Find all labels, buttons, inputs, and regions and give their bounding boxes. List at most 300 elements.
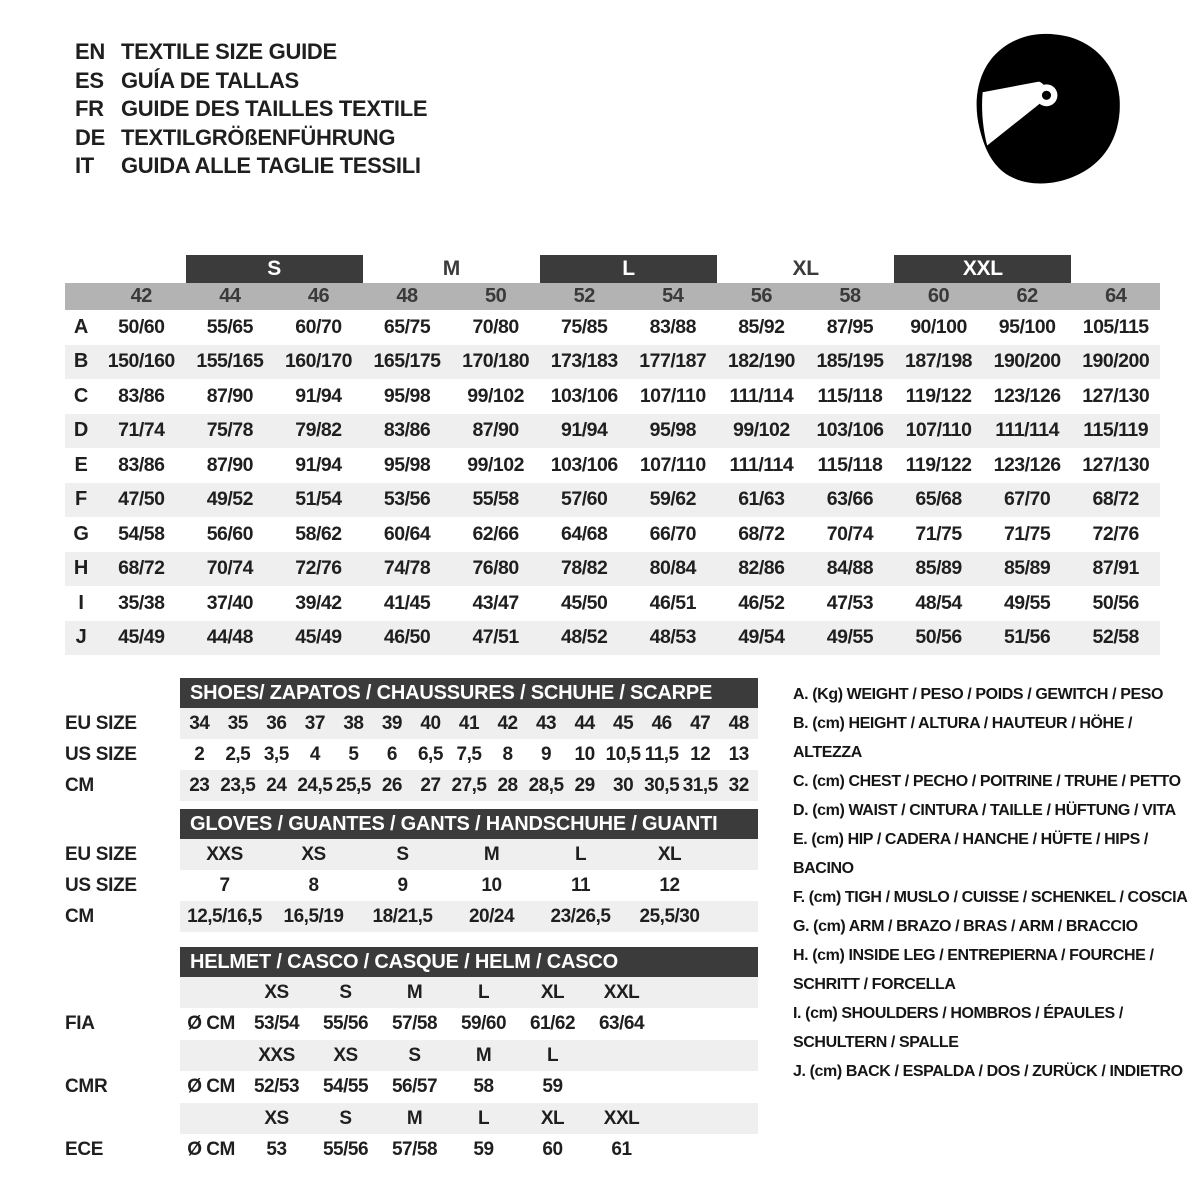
- row-label: A: [73, 315, 89, 338]
- size-cell: 115/118: [817, 453, 883, 476]
- size-cell: 71/75: [915, 522, 962, 545]
- size-cell: 61/63: [738, 488, 785, 511]
- legend-item: J. (cm) BACK / ESPALDA / DOS / ZURÜCK / INDIETRO: [793, 1063, 1183, 1080]
- helmet-size-cell: XXL: [603, 981, 640, 1003]
- shoe-size-cell: 9: [541, 743, 552, 765]
- size-column-header: 60: [927, 285, 950, 307]
- size-cell: 55/65: [206, 315, 254, 338]
- language-row: [75, 38, 427, 67]
- size-cell: 53/56: [383, 488, 431, 511]
- size-cell: 49/55: [826, 626, 874, 649]
- helmet-size-cell: 55/56: [322, 1013, 369, 1034]
- size-cell: 80/84: [649, 557, 696, 580]
- shoe-size-cell: 30,5: [644, 774, 680, 796]
- helmet-size-cell: XXS: [258, 1044, 295, 1066]
- size-cell: 123/126: [993, 453, 1061, 476]
- size-cell: 103/106: [550, 453, 618, 476]
- shoe-size-cell: 41: [458, 712, 480, 734]
- legend-item: I. (cm) SHOULDERS / HOMBROS / ÉPAULES / SCHULTERN / SPALLE: [793, 1005, 1123, 1051]
- size-cell: 47/50: [118, 488, 165, 511]
- size-cell: 83/88: [649, 315, 696, 338]
- size-cell: 155/165: [196, 350, 264, 373]
- size-cell: 49/52: [206, 488, 254, 511]
- size-row-e: [65, 448, 1160, 483]
- shoe-size-cell: 27: [420, 774, 441, 796]
- size-cell: 173/183: [550, 350, 618, 373]
- shoes-eu-values: [180, 708, 758, 739]
- accessory-tables: [65, 678, 758, 1166]
- size-cell: 83/86: [118, 384, 165, 407]
- helmet-ece-sizes: [180, 1103, 758, 1134]
- language-code: DE: [75, 124, 105, 150]
- size-cell: 83/86: [118, 453, 165, 476]
- shoe-size-cell: 25,5: [335, 774, 371, 796]
- diameter-unit: Ø CM: [187, 1013, 235, 1034]
- shoe-size-cell: 32: [728, 774, 749, 796]
- shoe-size-cell: 12: [690, 743, 711, 765]
- helmet-size-cell: XL: [540, 1107, 565, 1129]
- size-cell: 75/78: [206, 419, 254, 442]
- legend-item: G. (cm) ARM / BRAZO / BRAS / ARM / BRACCIO: [793, 918, 1138, 935]
- helmet-size-cell: 55/56: [322, 1139, 369, 1160]
- size-cell: 190/200: [1082, 350, 1150, 373]
- size-cell: 78/82: [561, 557, 608, 580]
- helmet-size-cell: 53: [266, 1139, 287, 1160]
- size-cell: 95/98: [383, 453, 431, 476]
- size-cell: 50/56: [1092, 591, 1139, 614]
- size-cell: 65/75: [383, 315, 431, 338]
- size-row-g: [65, 517, 1160, 552]
- row-label: J: [75, 626, 87, 649]
- glove-size-cell: 7: [219, 874, 230, 896]
- shoe-size-cell: 7,5: [456, 743, 482, 765]
- size-column-header: 54: [662, 285, 684, 307]
- size-cell: 99/102: [467, 384, 524, 407]
- size-cell: 70/74: [826, 522, 874, 545]
- glove-size-cell: 9: [397, 874, 408, 896]
- shoe-size-cell: 43: [535, 712, 557, 734]
- size-cell: 75/85: [561, 315, 608, 338]
- size-cell: 66/70: [649, 522, 696, 545]
- size-row-c: [65, 379, 1160, 414]
- size-cell: 44/48: [206, 626, 254, 649]
- size-row-f: [65, 483, 1160, 518]
- size-group-header: [65, 255, 1160, 283]
- size-cell: 68/72: [1092, 488, 1139, 511]
- shoe-size-cell: 28: [497, 774, 518, 796]
- size-cell: 177/187: [639, 350, 707, 373]
- glove-size-cell: 8: [308, 874, 319, 896]
- size-cell: 103/106: [550, 384, 618, 407]
- unit-spacer: [180, 977, 242, 1008]
- legend-item: A. (Kg) WEIGHT / PESO / POIDS / GEWITCH / PESO: [793, 686, 1164, 703]
- helmet-size-cell: 54/55: [322, 1076, 369, 1097]
- size-cell: 82/86: [738, 557, 785, 580]
- helmet-size-cell: 59: [473, 1139, 494, 1160]
- helmet-size-cell: 52/53: [253, 1076, 300, 1097]
- gloves-eu-values: [180, 839, 758, 870]
- helmet-size-cell: 59/60: [460, 1013, 507, 1034]
- size-cell: 48/52: [561, 626, 608, 649]
- glove-size-cell: M: [483, 843, 500, 865]
- size-cell: 72/76: [1092, 522, 1139, 545]
- helmet-cmr-values-row: [65, 1071, 758, 1103]
- size-cell: 111/114: [729, 384, 794, 407]
- page-title: GUIDE DES TAILLES TEXTILE: [121, 96, 428, 121]
- shoes-cm-row: [65, 770, 758, 801]
- row-label: I: [78, 591, 84, 614]
- size-column-header: 46: [307, 285, 330, 307]
- shoe-size-cell: 26: [381, 774, 402, 796]
- language-row: [75, 95, 427, 124]
- measurement-legend: [793, 680, 1197, 1086]
- row-label: H: [73, 557, 89, 580]
- helmet-size-cell: 53/54: [253, 1013, 300, 1034]
- gloves-cm-values: [180, 901, 758, 932]
- size-cell: 49/54: [738, 626, 785, 649]
- shoe-size-cell: 6: [386, 743, 397, 765]
- glove-size-cell: XXS: [206, 843, 243, 865]
- size-cell: 115/118: [817, 384, 883, 407]
- helmet-size-cell: 58: [473, 1076, 494, 1097]
- size-cell: 48/53: [649, 626, 696, 649]
- size-cell: 111/114: [995, 419, 1059, 442]
- page-title: TEXTILGRÖßENFÜHRUNG: [121, 124, 396, 150]
- corner-spacer: [65, 283, 97, 310]
- language-row: [75, 67, 427, 96]
- glove-size-cell: 10: [481, 874, 502, 896]
- helmet-fia-sizes-row: [65, 977, 758, 1008]
- shoe-size-cell: 23,5: [220, 774, 256, 796]
- row-label: E: [74, 453, 88, 476]
- legend-item: E. (cm) HIP / CADERA / HANCHE / HÜFTE / HIPS / BACINO: [793, 831, 1148, 877]
- size-cell: 46/51: [649, 591, 696, 614]
- size-cell: 47/51: [472, 626, 519, 649]
- size-cell: 105/115: [1082, 315, 1149, 338]
- size-group-l: L: [540, 255, 717, 283]
- language-row: [75, 124, 427, 153]
- size-cell: 43/47: [472, 591, 519, 614]
- shoes-us-values: [180, 739, 758, 770]
- helmet-fia-values: [180, 1008, 758, 1040]
- diameter-unit: Ø CM: [187, 1076, 235, 1097]
- helmet-fia-values-row: [65, 1008, 758, 1040]
- size-column-header: 64: [1105, 285, 1127, 307]
- size-cell: 160/170: [284, 350, 352, 373]
- size-cell: 46/52: [738, 591, 785, 614]
- glove-size-cell: XL: [657, 843, 682, 865]
- size-cell: 95/100: [998, 315, 1056, 338]
- row-label: CM: [65, 774, 94, 796]
- legend-item: C. (cm) CHEST / PECHO / POITRINE / TRUHE / PETTO: [793, 773, 1181, 790]
- glove-size-cell: 11: [570, 874, 591, 896]
- size-column-header: 48: [396, 285, 418, 307]
- standard-label: FIA: [65, 1013, 95, 1034]
- language-title-list: [75, 38, 427, 181]
- size-cell: 95/98: [383, 384, 431, 407]
- size-cell: 127/130: [1082, 453, 1150, 476]
- size-cell: 79/82: [295, 419, 342, 442]
- size-cell: 51/54: [295, 488, 342, 511]
- glove-size-cell: 16,5/19: [283, 905, 344, 927]
- size-group-xl: XL: [792, 257, 819, 280]
- size-cell: 65/68: [915, 488, 962, 511]
- helmet-size-cell: L: [546, 1044, 559, 1066]
- size-column-header: 42: [130, 285, 152, 307]
- size-cell: 47/53: [826, 591, 874, 614]
- size-cell: 70/74: [206, 557, 254, 580]
- size-row-h: [65, 552, 1160, 587]
- helmet-table: [65, 947, 758, 1166]
- racing-helmet-icon: [972, 28, 1124, 196]
- shoe-size-cell: 4: [309, 743, 320, 765]
- size-cell: 48/54: [915, 591, 962, 614]
- size-cell: 71/75: [1003, 522, 1051, 545]
- gloves-table: [65, 809, 758, 932]
- shoe-size-cell: 46: [651, 712, 672, 734]
- helmet-size-cell: XXL: [603, 1107, 640, 1129]
- size-column-header: 44: [219, 285, 241, 307]
- size-cell: 67/70: [1003, 488, 1051, 511]
- shoe-size-cell: 31,5: [682, 774, 718, 796]
- language-code: IT: [75, 153, 94, 178]
- shoe-size-cell: 13: [728, 743, 749, 765]
- shoe-size-cell: 28,5: [528, 774, 564, 796]
- helmet-size-cell: S: [339, 1107, 352, 1129]
- helmet-size-cell: 61/62: [529, 1013, 576, 1034]
- shoe-size-cell: 10: [574, 743, 595, 765]
- shoe-size-cell: 39: [381, 712, 402, 734]
- gloves-cm-row: [65, 901, 758, 932]
- size-group-m: M: [442, 257, 460, 280]
- row-label: [65, 1040, 180, 1071]
- language-row: [75, 152, 427, 181]
- glove-size-cell: L: [574, 843, 587, 865]
- size-cell: 187/198: [905, 350, 973, 373]
- helmet-cmr-sizes-row: [65, 1040, 758, 1071]
- size-cell: 83/86: [383, 419, 431, 442]
- helmet-size-cell: L: [477, 1107, 490, 1129]
- size-cell: 57/60: [561, 488, 608, 511]
- size-cell: 68/72: [738, 522, 785, 545]
- size-cell: 91/94: [295, 453, 342, 476]
- size-cell: 170/180: [462, 350, 530, 373]
- helmet-cmr-sizes: [180, 1040, 758, 1071]
- language-code: EN: [75, 39, 105, 64]
- size-cell: 185/195: [816, 350, 884, 373]
- legend-item: B. (cm) HEIGHT / ALTURA / HAUTEUR / HÖHE / ALTEZZA: [793, 715, 1133, 761]
- textile-size-table: [65, 255, 1160, 655]
- helmet-size-cell: XS: [333, 1044, 358, 1066]
- glove-size-cell: 23/26,5: [550, 905, 611, 927]
- size-column-header: 56: [750, 285, 772, 307]
- size-cell: 103/106: [816, 419, 884, 442]
- size-cell: 119/122: [905, 384, 972, 407]
- shoe-size-cell: 45: [613, 712, 634, 734]
- size-cell: 51/56: [1003, 626, 1051, 649]
- size-cell: 62/66: [472, 522, 519, 545]
- shoe-size-cell: 42: [497, 712, 518, 734]
- size-group-xxl: XXL: [894, 255, 1071, 283]
- row-label: D: [73, 419, 89, 442]
- size-row-d: [65, 414, 1160, 449]
- size-row-b: [65, 345, 1160, 380]
- shoe-size-cell: 37: [304, 712, 325, 734]
- size-cell: 45/50: [561, 591, 608, 614]
- helmet-size-cell: 56/57: [391, 1076, 438, 1097]
- size-cell: 37/40: [206, 591, 254, 614]
- legend-item: F. (cm) TIGH / MUSLO / CUISSE / SCHENKEL / COSCIA: [793, 889, 1188, 906]
- legend-item: H. (cm) INSIDE LEG / ENTREPIERNA / FOURCHE / SCHRITT / FORCELLA: [793, 947, 1154, 993]
- size-cell: 64/68: [561, 522, 608, 545]
- size-cell: 54/58: [118, 522, 165, 545]
- unit-spacer: [180, 1103, 242, 1134]
- standard-label: CMR: [65, 1076, 108, 1097]
- size-cell: 115/119: [1083, 419, 1149, 442]
- size-cell: 74/78: [383, 557, 431, 580]
- shoe-size-cell: 36: [266, 712, 287, 734]
- size-cell: 91/94: [561, 419, 608, 442]
- row-label: US SIZE: [65, 743, 137, 765]
- page-title: GUIDA ALLE TAGLIE TESSILI: [121, 153, 421, 178]
- row-label: CM: [65, 905, 94, 927]
- size-cell: 85/92: [738, 315, 785, 338]
- page-title: TEXTILE SIZE GUIDE: [121, 39, 337, 64]
- size-cell: 70/80: [472, 315, 519, 338]
- helmet-size-cell: XS: [264, 1107, 289, 1129]
- size-number-header: [65, 283, 1160, 310]
- legend-item: D. (cm) WAIST / CINTURA / TAILLE / HÜFTUNG / VITA: [793, 802, 1176, 819]
- shoe-size-cell: 2: [194, 743, 205, 765]
- size-column-header: 52: [573, 285, 595, 307]
- shoes-cm-values: [180, 770, 758, 801]
- helmet-ece-values-row: [65, 1134, 758, 1166]
- helmet-ece-sizes-row: [65, 1103, 758, 1134]
- helmet-size-cell: M: [406, 1107, 423, 1129]
- size-cell: 72/76: [295, 557, 342, 580]
- shoe-size-cell: 48: [728, 712, 749, 734]
- size-cell: 107/110: [639, 384, 706, 407]
- size-cell: 90/100: [910, 315, 967, 338]
- language-code: FR: [75, 96, 104, 121]
- shoe-size-cell: 5: [348, 743, 359, 765]
- standard-label: ECE: [65, 1139, 104, 1160]
- helmet-size-cell: S: [339, 981, 352, 1003]
- row-label: G: [73, 522, 89, 545]
- row-label: EU SIZE: [65, 843, 137, 865]
- size-cell: 58/62: [295, 522, 342, 545]
- helmet-size-cell: XL: [540, 981, 565, 1003]
- shoe-size-cell: 47: [690, 712, 711, 734]
- size-cell: 63/66: [826, 488, 874, 511]
- size-cell: 56/60: [206, 522, 254, 545]
- gloves-eu-row: [65, 839, 758, 870]
- helmet-size-cell: M: [406, 981, 423, 1003]
- size-column-header: 58: [839, 285, 861, 307]
- size-cell: 55/58: [472, 488, 519, 511]
- shoe-size-cell: 3,5: [263, 743, 289, 765]
- shoe-size-cell: 35: [227, 712, 248, 734]
- shoe-size-cell: 40: [420, 712, 441, 734]
- size-cell: 41/45: [383, 591, 431, 614]
- size-column-header: 50: [484, 285, 507, 307]
- shoe-size-cell: 38: [343, 712, 364, 734]
- size-cell: 87/90: [206, 453, 254, 476]
- gloves-us-values: [180, 870, 758, 901]
- helmet-section-title: HELMET / CASCO / CASQUE / HELM / CASCO: [180, 947, 758, 977]
- size-cell: 95/98: [649, 419, 696, 442]
- size-cell: 50/56: [915, 626, 962, 649]
- unit-spacer: [180, 1040, 242, 1071]
- shoe-size-cell: 23: [189, 774, 210, 796]
- shoe-size-cell: 30: [613, 774, 634, 796]
- shoes-section-title: SHOES/ ZAPATOS / CHAUSSURES / SCHUHE / SCARPE: [180, 678, 758, 708]
- shoes-us-row: [65, 739, 758, 770]
- size-column-header: 62: [1016, 285, 1038, 307]
- diameter-unit: Ø CM: [187, 1139, 235, 1160]
- size-cell: 46/50: [383, 626, 431, 649]
- gloves-section-title: GLOVES / GUANTES / GANTS / HANDSCHUHE / GUANTI: [180, 809, 758, 839]
- shoe-size-cell: 11,5: [644, 743, 679, 765]
- helmet-cmr-values: [180, 1071, 758, 1103]
- size-cell: 87/90: [472, 419, 519, 442]
- size-cell: 165/175: [373, 350, 441, 373]
- row-label: B: [73, 350, 89, 373]
- glove-size-cell: 12: [659, 874, 680, 896]
- size-cell: 60/64: [383, 522, 431, 545]
- size-cell: 39/42: [295, 591, 342, 614]
- size-cell: 50/60: [118, 315, 165, 338]
- shoe-size-cell: 44: [574, 712, 595, 734]
- helmet-size-cell: 63/64: [598, 1013, 645, 1034]
- helmet-size-cell: 60: [542, 1139, 563, 1160]
- helmet-size-cell: 59: [542, 1076, 563, 1097]
- size-cell: 99/102: [467, 453, 524, 476]
- size-cell: 52/58: [1092, 626, 1139, 649]
- helmet-size-cell: S: [408, 1044, 421, 1066]
- size-cell: 123/126: [993, 384, 1061, 407]
- shoe-size-cell: 27,5: [451, 774, 487, 796]
- size-cell: 87/90: [206, 384, 254, 407]
- size-cell: 59/62: [649, 488, 696, 511]
- glove-size-cell: XS: [301, 843, 326, 865]
- gloves-us-row: [65, 870, 758, 901]
- size-cell: 49/55: [1003, 591, 1051, 614]
- row-label: US SIZE: [65, 874, 137, 896]
- size-cell: 45/49: [295, 626, 342, 649]
- shoes-table: [65, 678, 758, 801]
- size-row-a: [65, 310, 1160, 345]
- row-label: [65, 1103, 180, 1134]
- size-cell: 85/89: [1003, 557, 1051, 580]
- size-group-s: S: [186, 255, 363, 283]
- size-cell: 87/91: [1092, 557, 1139, 580]
- helmet-size-cell: L: [477, 981, 490, 1003]
- size-cell: 182/190: [727, 350, 795, 373]
- size-cell: 84/88: [826, 557, 874, 580]
- shoe-size-cell: 29: [574, 774, 595, 796]
- helmet-size-cell: 57/58: [391, 1013, 438, 1034]
- size-cell: 150/160: [107, 350, 175, 373]
- size-row-j: [65, 621, 1160, 656]
- shoe-size-cell: 2,5: [225, 743, 251, 765]
- language-code: ES: [75, 67, 104, 93]
- helmet-size-cell: 61: [611, 1139, 632, 1160]
- size-cell: 68/72: [118, 557, 165, 580]
- helmet-size-cell: 57/58: [391, 1139, 438, 1160]
- glove-size-cell: 12,5/16,5: [187, 905, 262, 927]
- helmet-ece-values: [180, 1134, 758, 1166]
